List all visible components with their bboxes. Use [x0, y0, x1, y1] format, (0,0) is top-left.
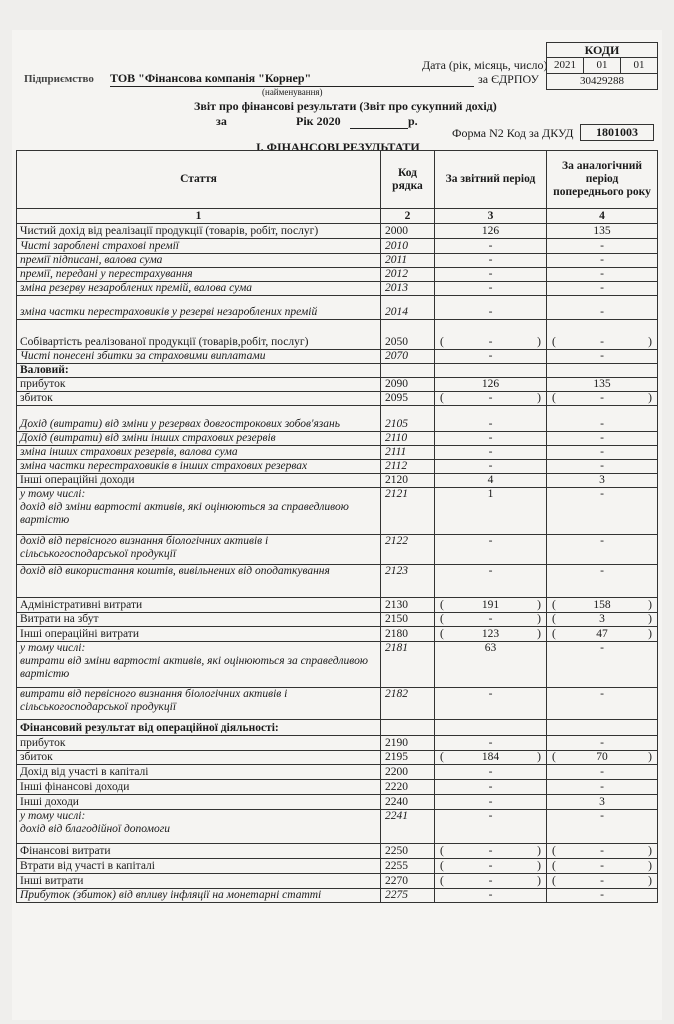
row-code: 2181 — [381, 642, 435, 688]
value-current: - — [435, 535, 547, 565]
row-label: прибуток — [17, 736, 381, 751]
table-row — [17, 889, 658, 903]
table-row — [17, 392, 658, 406]
value-previous: - — [547, 535, 658, 565]
col-number: 4 — [547, 209, 658, 224]
value-previous: - — [547, 688, 658, 720]
value-previous: 135 — [547, 224, 658, 239]
value-current: - — [435, 460, 547, 474]
table-row — [17, 282, 658, 296]
parenthesized-value — [438, 751, 543, 764]
row-label: витрати від первісного визнання біологічних активів і сільськогосподарської продукції — [17, 688, 381, 720]
value-current — [435, 874, 547, 889]
col-header-previous: За аналогічний період попереднього року — [547, 151, 658, 209]
row-code: 2070 — [381, 350, 435, 364]
table-row — [17, 720, 658, 736]
paren-open: ( — [552, 336, 556, 348]
value: 191 — [481, 599, 500, 611]
value-previous — [547, 598, 658, 613]
value-current: - — [435, 795, 547, 810]
value-current: - — [435, 282, 547, 296]
paren-open: ( — [552, 392, 556, 404]
row-code: 2150 — [381, 613, 435, 627]
value-previous — [547, 320, 658, 350]
parenthesized-value — [550, 392, 654, 405]
value-previous: - — [547, 460, 658, 474]
value-current — [435, 627, 547, 642]
value-current: 1 — [435, 488, 547, 535]
section-title: І. ФІНАНСОВІ РЕЗУЛЬТАТИ — [256, 140, 420, 154]
row-label: Чисті понесені збитки за страховими виплатами — [17, 350, 381, 364]
value: - — [600, 336, 604, 348]
value: - — [600, 392, 604, 404]
row-label: Інші витрати — [17, 874, 381, 889]
row-code: 2013 — [381, 282, 435, 296]
row-label: Втрати від участі в капіталі — [17, 859, 381, 874]
row-label: Чисті зароблені страхові премії — [17, 239, 381, 254]
value-current: - — [435, 406, 547, 432]
parenthesized-value — [550, 860, 654, 873]
date-day: 01 — [633, 59, 645, 71]
row-code: 2110 — [381, 432, 435, 446]
paren-close: ) — [537, 875, 541, 887]
value: - — [488, 613, 493, 625]
row-code: 2220 — [381, 780, 435, 795]
row-code: 2241 — [381, 810, 435, 844]
value: - — [488, 336, 493, 348]
edrpou-code: 30429288 — [580, 75, 624, 87]
parenthesized-value — [550, 845, 654, 858]
period-underline — [350, 128, 408, 129]
table-row — [17, 751, 658, 765]
paren-close: ) — [648, 613, 652, 625]
table-row — [17, 254, 658, 268]
value: - — [488, 875, 493, 887]
row-code: 2255 — [381, 859, 435, 874]
value-previous: - — [547, 565, 658, 598]
paren-close: ) — [648, 392, 652, 404]
row-label: премії підписані, валова сума — [17, 254, 381, 268]
row-label: Інші операційні витрати — [17, 627, 381, 642]
row-code: 2275 — [381, 889, 435, 903]
value-current — [435, 751, 547, 765]
row-label: зміна інших страхових резервів, валова сума — [17, 446, 381, 460]
table-header-row — [17, 151, 658, 209]
row-code: 2120 — [381, 474, 435, 488]
parenthesized-value — [438, 336, 543, 349]
period-prefix: за — [216, 114, 227, 128]
paren-open: ( — [552, 860, 556, 872]
paren-open: ( — [440, 860, 444, 872]
row-label: зміна частки перестраховиків у резерві незароблених премій — [17, 296, 381, 320]
parenthesized-value — [550, 628, 654, 641]
value-previous: - — [547, 736, 658, 751]
value-current — [435, 364, 547, 378]
paren-open: ( — [552, 613, 556, 625]
row-code — [381, 364, 435, 378]
value: 123 — [481, 628, 500, 640]
paren-open: ( — [552, 875, 556, 887]
table-row — [17, 432, 658, 446]
row-label: Інші доходи — [17, 795, 381, 810]
table-row — [17, 736, 658, 751]
row-code: 2112 — [381, 460, 435, 474]
name-caption: (найменування) — [262, 87, 323, 97]
row-code: 2270 — [381, 874, 435, 889]
paren-close: ) — [537, 336, 541, 348]
row-label: Дохід (витрати) від зміни інших страхових резервів — [17, 432, 381, 446]
table-row — [17, 460, 658, 474]
table-row — [17, 810, 658, 844]
parenthesized-value — [438, 860, 543, 873]
row-code: 2050 — [381, 320, 435, 350]
paren-open: ( — [552, 845, 556, 857]
value-previous: - — [547, 780, 658, 795]
table-row — [17, 874, 658, 889]
table-row — [17, 859, 658, 874]
paren-open: ( — [440, 599, 444, 611]
value-previous: - — [547, 446, 658, 460]
value-previous: 135 — [547, 378, 658, 392]
row-code: 2123 — [381, 565, 435, 598]
row-label: зміна резерву незароблених премій, валова сума — [17, 282, 381, 296]
col-number: 3 — [435, 209, 547, 224]
date-year: 2021 — [547, 58, 584, 73]
financial-results-table — [16, 150, 658, 903]
value-current: 126 — [435, 378, 547, 392]
parenthesized-value — [438, 845, 543, 858]
row-label: премії, передані у перестрахування — [17, 268, 381, 282]
row-label: у тому числі: дохід від благодійної допомоги — [17, 810, 381, 844]
row-label: збиток — [17, 751, 381, 765]
value-current: - — [435, 254, 547, 268]
table-row — [17, 364, 658, 378]
row-code: 2190 — [381, 736, 435, 751]
col-header-current: За звітний період — [435, 151, 547, 209]
table-row — [17, 268, 658, 282]
col-header-article: Стаття — [17, 151, 381, 209]
col-number: 1 — [17, 209, 381, 224]
value-current: - — [435, 565, 547, 598]
row-label: у тому числі: дохід від зміни вартості активів, які оцінюються за справедливою вартістю — [17, 488, 381, 535]
value-current — [435, 613, 547, 627]
table-row — [17, 320, 658, 350]
row-code: 2240 — [381, 795, 435, 810]
row-code: 2012 — [381, 268, 435, 282]
table-row — [17, 780, 658, 795]
edrpou-label: за ЄДРПОУ — [478, 72, 540, 86]
row-code: 2121 — [381, 488, 435, 535]
value-previous: - — [547, 810, 658, 844]
report-title: Звіт про фінансові результати (Звіт про сукупний дохід) — [194, 99, 497, 113]
table-row — [17, 688, 658, 720]
paren-close: ) — [537, 845, 541, 857]
paren-close: ) — [648, 336, 652, 348]
paren-close: ) — [537, 628, 541, 640]
paren-close: ) — [537, 751, 541, 763]
value-previous: - — [547, 239, 658, 254]
row-code: 2195 — [381, 751, 435, 765]
row-code: 2014 — [381, 296, 435, 320]
row-label: Фінансовий результат від операційної діяльності: — [17, 720, 381, 736]
paren-open: ( — [552, 599, 556, 611]
row-label: Адміністративні витрати — [17, 598, 381, 613]
value-current — [435, 720, 547, 736]
paren-close: ) — [648, 751, 652, 763]
value: - — [488, 845, 493, 857]
paren-open: ( — [440, 336, 444, 348]
row-label: Дохід (витрати) від зміни у резервах довгострокових зобов'язань — [17, 406, 381, 432]
row-code: 2122 — [381, 535, 435, 565]
row-label: Інші операційні доходи — [17, 474, 381, 488]
codes-title: КОДИ — [546, 42, 658, 58]
row-label: зміна частки перестраховиків в інших страхових резервах — [17, 460, 381, 474]
paren-open: ( — [440, 875, 444, 887]
table-row — [17, 224, 658, 239]
parenthesized-value — [550, 751, 654, 764]
value-previous: - — [547, 889, 658, 903]
value-previous — [547, 720, 658, 736]
table-colnum-row — [17, 209, 658, 224]
value: - — [488, 860, 493, 872]
enterprise-name: ТОВ "Фінансова компанія "Корнер" — [110, 71, 474, 87]
value-previous: - — [547, 488, 658, 535]
paren-close: ) — [648, 845, 652, 857]
date-month: 01 — [584, 58, 621, 73]
row-code: 2000 — [381, 224, 435, 239]
value-previous: - — [547, 765, 658, 780]
value-current: - — [435, 268, 547, 282]
value: 3 — [599, 613, 605, 625]
row-code: 2130 — [381, 598, 435, 613]
row-label: Фінансові витрати — [17, 844, 381, 859]
form-label: Форма N2 Код за ДКУД — [452, 126, 574, 140]
parenthesized-value — [438, 392, 543, 405]
value-current: - — [435, 736, 547, 751]
table-row — [17, 406, 658, 432]
value-current: - — [435, 296, 547, 320]
value: 47 — [596, 628, 608, 640]
table-row — [17, 446, 658, 460]
paren-open: ( — [552, 751, 556, 763]
row-label: Валовий: — [17, 364, 381, 378]
value-previous — [547, 874, 658, 889]
value-previous: - — [547, 296, 658, 320]
value-previous: 3 — [547, 474, 658, 488]
table-row — [17, 474, 658, 488]
row-code: 2010 — [381, 239, 435, 254]
table-row — [17, 765, 658, 780]
table-row — [17, 613, 658, 627]
value: - — [600, 875, 604, 887]
value-previous: - — [547, 268, 658, 282]
paren-close: ) — [537, 860, 541, 872]
table-row — [17, 239, 658, 254]
row-code — [381, 720, 435, 736]
value-previous: - — [547, 406, 658, 432]
enterprise-label: Підприємство — [24, 73, 94, 85]
row-label: збиток — [17, 392, 381, 406]
value-current: - — [435, 780, 547, 795]
value-previous: - — [547, 282, 658, 296]
parenthesized-value — [550, 599, 654, 612]
table-row — [17, 535, 658, 565]
value: - — [600, 860, 604, 872]
table-row — [17, 565, 658, 598]
row-code: 2180 — [381, 627, 435, 642]
row-label: Чистий дохід від реалізації продукції (товарів, робіт, послуг) — [17, 224, 381, 239]
value-previous — [547, 613, 658, 627]
table-row — [17, 627, 658, 642]
codes-box — [546, 42, 658, 90]
period-suffix: р. — [408, 114, 418, 128]
table-row — [17, 296, 658, 320]
parenthesized-value — [438, 628, 543, 641]
col-number: 2 — [381, 209, 435, 224]
value-previous: - — [547, 432, 658, 446]
paren-open: ( — [440, 845, 444, 857]
paren-open: ( — [440, 628, 444, 640]
value-current — [435, 859, 547, 874]
row-label: у тому числі: витрати від зміни вартості активів, які оцінюються за справедливою вартістю — [17, 642, 381, 688]
value-previous — [547, 751, 658, 765]
value-current: - — [435, 350, 547, 364]
value-previous: - — [547, 642, 658, 688]
paren-close: ) — [537, 613, 541, 625]
date-label: Дата (рік, місяць, число) — [422, 58, 548, 72]
date-row — [546, 58, 658, 74]
value-current — [435, 598, 547, 613]
row-code: 2011 — [381, 254, 435, 268]
value-previous — [547, 627, 658, 642]
value-previous — [547, 392, 658, 406]
parenthesized-value — [438, 613, 543, 626]
paren-close: ) — [648, 599, 652, 611]
value-current: 63 — [435, 642, 547, 688]
value: 70 — [596, 751, 608, 763]
row-code: 2250 — [381, 844, 435, 859]
table-row — [17, 642, 658, 688]
value-previous — [547, 364, 658, 378]
value-current: - — [435, 810, 547, 844]
paren-close: ) — [537, 599, 541, 611]
row-label: Прибуток (збиток) від впливу інфляції на монетарні статті — [17, 889, 381, 903]
value-previous: - — [547, 254, 658, 268]
value: 184 — [481, 751, 500, 763]
paren-open: ( — [440, 392, 444, 404]
table-row — [17, 378, 658, 392]
value-current: - — [435, 889, 547, 903]
parenthesized-value — [550, 875, 654, 888]
paren-open: ( — [440, 613, 444, 625]
table-row — [17, 488, 658, 535]
value-current: - — [435, 765, 547, 780]
paren-close: ) — [537, 392, 541, 404]
value-current — [435, 320, 547, 350]
row-label: прибуток — [17, 378, 381, 392]
value-current: - — [435, 446, 547, 460]
parenthesized-value — [438, 875, 543, 888]
value-current: - — [435, 239, 547, 254]
value-current: 126 — [435, 224, 547, 239]
value: - — [600, 845, 604, 857]
paren-close: ) — [648, 628, 652, 640]
row-label: Собівартість реалізованої продукції (товарів,робіт, послуг) — [17, 320, 381, 350]
parenthesized-value — [550, 613, 654, 626]
paren-close: ) — [648, 875, 652, 887]
table-row — [17, 350, 658, 364]
row-label: Дохід від участі в капіталі — [17, 765, 381, 780]
value-current: 4 — [435, 474, 547, 488]
row-code: 2182 — [381, 688, 435, 720]
table-row — [17, 795, 658, 810]
value: 158 — [593, 599, 611, 611]
value-previous — [547, 859, 658, 874]
row-code: 2111 — [381, 446, 435, 460]
table-row — [17, 844, 658, 859]
row-label: дохід від первісного визнання біологічних активів і сільськогосподарської продукції — [17, 535, 381, 565]
form-code: 1801003 — [580, 124, 654, 141]
paren-close: ) — [648, 860, 652, 872]
row-label: Витрати на збут — [17, 613, 381, 627]
row-label: дохід від використання коштів, вивільнених від оподаткування — [17, 565, 381, 598]
row-code: 2090 — [381, 378, 435, 392]
value-previous: 3 — [547, 795, 658, 810]
parenthesized-value — [550, 336, 654, 349]
value-previous — [547, 844, 658, 859]
parenthesized-value — [438, 599, 543, 612]
paren-open: ( — [440, 751, 444, 763]
col-header-code: Код рядка — [381, 151, 435, 209]
row-code: 2095 — [381, 392, 435, 406]
value: - — [488, 392, 493, 404]
row-code: 2200 — [381, 765, 435, 780]
row-label: Інші фінансові доходи — [17, 780, 381, 795]
table-row — [17, 598, 658, 613]
row-code: 2105 — [381, 406, 435, 432]
edrpou-row — [546, 74, 658, 90]
value-previous: - — [547, 350, 658, 364]
value-current: - — [435, 432, 547, 446]
value-current — [435, 844, 547, 859]
value-current — [435, 392, 547, 406]
paren-open: ( — [552, 628, 556, 640]
period: Рік 2020 — [296, 114, 341, 128]
value-current: - — [435, 688, 547, 720]
